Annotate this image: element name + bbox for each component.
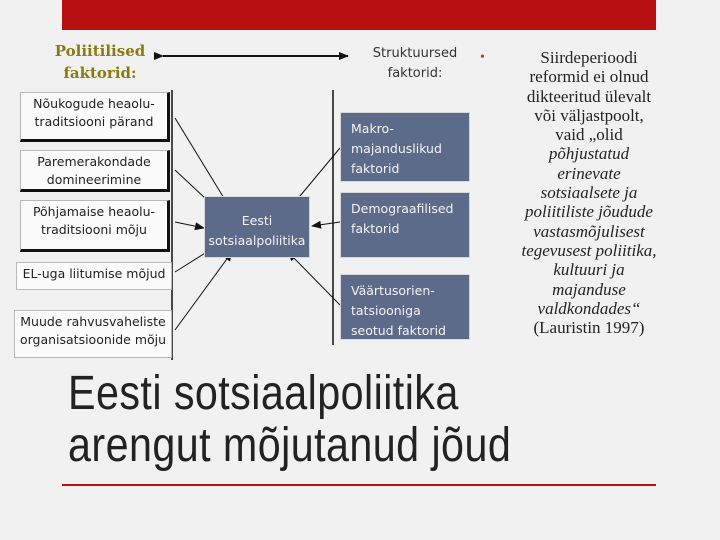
slide-title-line: Eesti sotsiaalpoliitika: [68, 367, 459, 420]
left-factor-box: [20, 92, 170, 142]
left-factor-label: Muude rahvusvaheliste organisatsioonide mõju: [19, 314, 167, 347]
quote-line: või väljastpoolt,: [534, 105, 644, 125]
quote-line: vastasmõjulisest: [533, 221, 645, 241]
left-factor-label: EL-uga liitumise mõjud: [22, 266, 166, 281]
left-factor-box: [14, 310, 172, 358]
quote-line: põhjustatud: [548, 144, 630, 164]
left-factor-box: [20, 200, 170, 252]
center-box-label: Eesti sotsiaalpoliitika: [208, 213, 306, 248]
quote-line: sotsiaalsete ja: [540, 183, 638, 203]
slide-title: [68, 368, 601, 472]
political-factors-heading: Poliitilised faktorid:: [54, 42, 146, 82]
slide-title-line: arengut mõjutanud jõud: [68, 419, 512, 472]
right-factor-box: [340, 274, 470, 340]
quote-line: majanduse: [552, 279, 626, 299]
quote-line: (Lauristin 1997): [533, 318, 645, 338]
center-box: [204, 196, 310, 258]
right-factor-label: Demograafilised faktorid: [351, 201, 454, 236]
quote-line: reformid ei olnud: [529, 67, 649, 87]
left-factor-label: Paremerakondade domineerimine: [37, 154, 151, 187]
quote-line: kultuuri ja: [553, 260, 625, 280]
right-factor-box: [340, 192, 470, 258]
right-factor-box: [340, 112, 470, 182]
quote-line: dikteeritud ülevalt: [526, 86, 652, 106]
quote-line: poliitiliste jõudude: [525, 202, 653, 222]
bullet-icon: •: [480, 50, 485, 65]
structural-factors-heading: Struktuursed faktorid:: [372, 46, 458, 81]
left-factor-label: Põhjamaise heaolu-traditsiooni mõju: [32, 204, 156, 237]
quote-line: tegevusest poliitika,: [521, 240, 657, 260]
left-factor-label: Nõukogude heaolu-traditsiooni pärand: [33, 96, 155, 129]
right-factor-label: Makro-majanduslikud faktorid: [351, 121, 442, 176]
quote-line: Siirdeperioodi: [540, 48, 638, 67]
quote-line: valdkondades“: [537, 298, 641, 318]
quote-line: erinevate: [557, 163, 621, 183]
right-factor-label: Väärtusorien-tatsiooniga seotud faktorid: [351, 283, 446, 338]
quote-line: vaid „olid: [555, 125, 623, 145]
quote-block: [480, 48, 680, 337]
left-factor-box: [16, 262, 172, 290]
bottom-accent-line: [62, 484, 656, 486]
left-factor-box: [20, 150, 170, 192]
